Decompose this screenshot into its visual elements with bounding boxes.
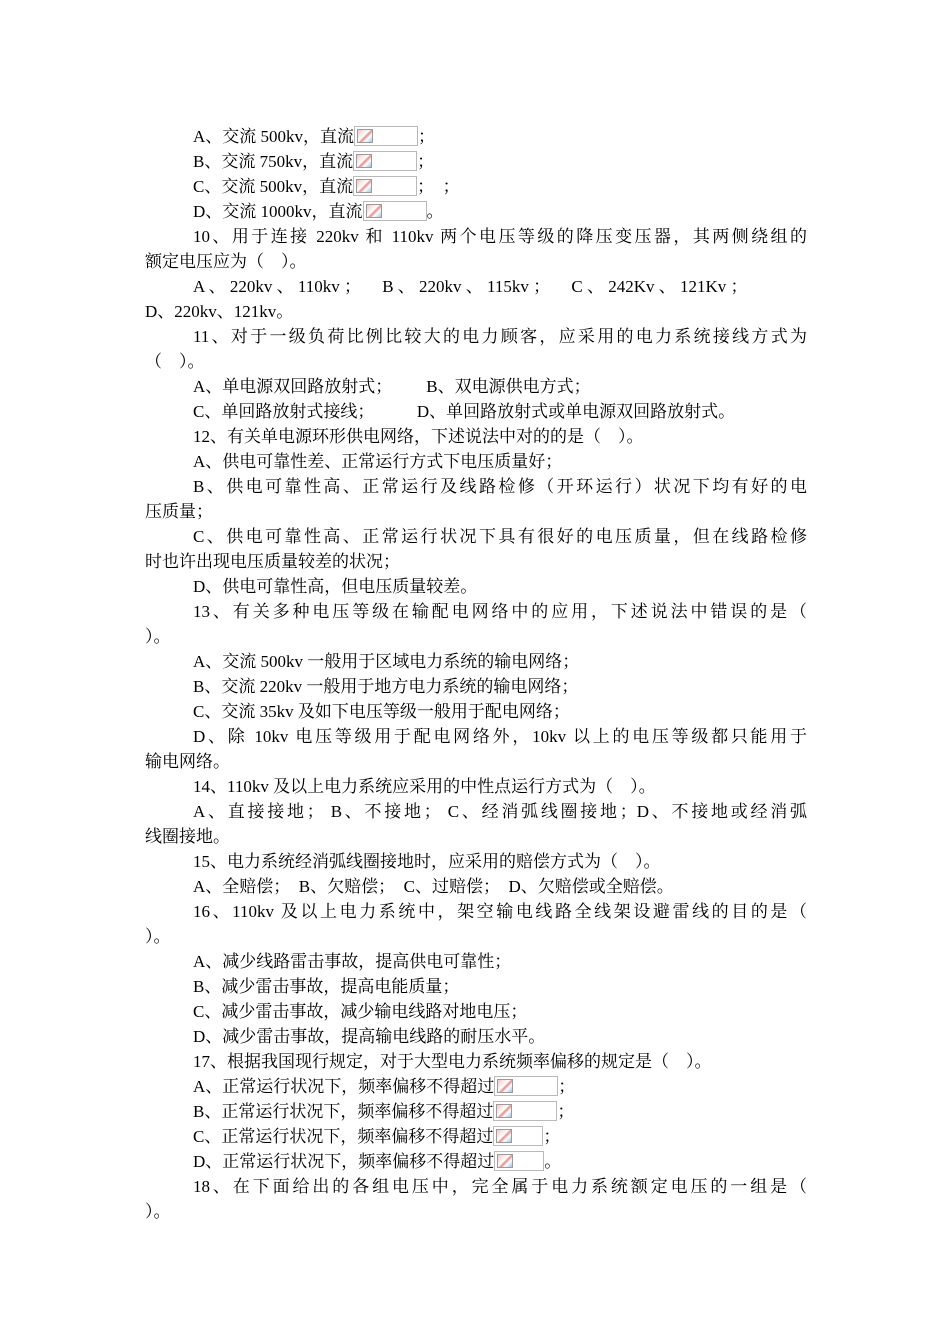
option-text: A、交流 500kv，直流 bbox=[193, 127, 355, 146]
question-line: 16、110kv 及以上电力系统中，架空输电线路全线架设避雷线的目的是（ bbox=[193, 902, 807, 921]
question-line: 额定电压应为（ ）。 bbox=[145, 252, 307, 271]
option-text: B、交流 750kv，直流 bbox=[193, 152, 354, 171]
question-line: 12、有关单电源环形供电网络，下述说法中对的的是（ ）。 bbox=[193, 427, 644, 446]
broken-image-icon bbox=[494, 1151, 544, 1171]
option-line: 压质量； bbox=[145, 502, 213, 521]
option-line: D、供电可靠性高，但电压质量较差。 bbox=[193, 577, 478, 596]
question-line: 15、电力系统经消弧线圈接地时，应采用的赔偿方式为（ ）。 bbox=[193, 852, 661, 871]
option-line: A、直接接地； B、不接地； C、经消弧线圈接地；D、不接地或经消弧 bbox=[193, 802, 807, 821]
option-line: A 、 220kv 、 110kv ； B 、 220kv 、 115kv ； C 、 242Kv 、 121Kv ； bbox=[193, 277, 748, 296]
option-line: A、单电源双回路放射式； B、双电源供电方式； bbox=[193, 377, 591, 396]
option-line: C、单回路放射式接线； D、单回路放射式或单电源双回路放射式。 bbox=[193, 402, 736, 421]
option-text: D、正常运行状况下，频率偏移不得超过 bbox=[193, 1152, 495, 1171]
option-line: B、交流 220kv 一般用于地方电力系统的输电网络； bbox=[193, 677, 579, 696]
question-line: 18、在下面给出的各组电压中，完全属于电力系统额定电压的一组是（ bbox=[193, 1177, 807, 1196]
option-line: C、交流 35kv 及如下电压等级一般用于配电网络； bbox=[193, 702, 570, 721]
question-line: ）。 bbox=[145, 627, 171, 646]
option-line bbox=[145, 199, 807, 224]
option-line bbox=[145, 124, 807, 149]
option-line bbox=[145, 1149, 807, 1174]
question-line: 10、用于连接 220kv 和 110kv 两个电压等级的降压变压器，其两侧绕组的 bbox=[193, 227, 807, 246]
option-line: D、220kv、121kv。 bbox=[145, 302, 294, 321]
option-suffix: ； bbox=[557, 1102, 575, 1121]
question-line: ）。 bbox=[145, 927, 171, 946]
option-text: A、正常运行状况下，频率偏移不得超过 bbox=[193, 1077, 495, 1096]
broken-image-icon bbox=[493, 1101, 557, 1121]
question-line: （ ）。 bbox=[145, 352, 205, 371]
option-line: A、减少线路雷击事故，提高供电可靠性； bbox=[193, 952, 512, 971]
option-text: D、交流 1000kv，直流 bbox=[193, 202, 363, 221]
broken-image-icon bbox=[363, 201, 427, 221]
option-line: D、除 10kv 电压等级用于配电网络外，10kv 以上的电压等级都只能用于 bbox=[193, 727, 807, 746]
question-line: 14、110kv 及以上电力系统应采用的中性点运行方式为（ ）。 bbox=[193, 777, 656, 796]
broken-image-icon bbox=[494, 1076, 558, 1096]
option-line: A、供电可靠性差、正常运行方式下电压质量好； bbox=[193, 452, 563, 471]
option-suffix: ； ； bbox=[417, 177, 460, 196]
option-suffix: 。 bbox=[426, 202, 444, 221]
broken-image-icon bbox=[353, 151, 417, 171]
option-line: A、全赔偿； B、欠赔偿； C、过赔偿； D、欠赔偿或全赔偿。 bbox=[193, 877, 674, 896]
option-line bbox=[145, 149, 807, 174]
option-text: C、交流 500kv，直流 bbox=[193, 177, 354, 196]
option-suffix: ； bbox=[417, 152, 435, 171]
question-line: 13、有关多种电压等级在输配电网络中的应用，下述说法中错误的是（ bbox=[193, 602, 807, 621]
broken-image-icon bbox=[353, 176, 417, 196]
question-line: 17、根据我国现行规定，对于大型电力系统频率偏移的规定是（ ）。 bbox=[193, 1052, 712, 1071]
option-line: 线圈接地。 bbox=[145, 827, 230, 846]
question-line: 11、对于一级负荷比例比较大的电力顾客，应采用的电力系统接线方式为 bbox=[193, 327, 807, 346]
option-line: 时也许出现电压质量较差的状况； bbox=[145, 552, 400, 571]
broken-image-icon bbox=[493, 1126, 543, 1146]
option-line: D、减少雷击事故，提高输电线路的耐压水平。 bbox=[193, 1027, 546, 1046]
option-line: B、减少雷击事故，提高电能质量； bbox=[193, 977, 460, 996]
option-line: C、减少雷击事故，减少输电线路对地电压； bbox=[193, 1002, 528, 1021]
option-line bbox=[145, 1074, 807, 1099]
option-text: C、正常运行状况下，频率偏移不得超过 bbox=[193, 1127, 494, 1146]
option-line: 输电网络。 bbox=[145, 752, 230, 771]
option-suffix: 。 bbox=[544, 1152, 562, 1171]
option-line bbox=[145, 1099, 807, 1124]
option-line bbox=[145, 174, 807, 199]
option-line: C、供电可靠性高、正常运行状况下具有很好的电压质量，但在线路检修 bbox=[193, 527, 807, 546]
option-line bbox=[145, 1124, 807, 1149]
option-suffix: ； bbox=[418, 127, 436, 146]
question-line: ）。 bbox=[145, 1202, 171, 1221]
broken-image-icon bbox=[354, 126, 418, 146]
option-suffix: ； bbox=[543, 1127, 561, 1146]
option-text: B、正常运行状况下，频率偏移不得超过 bbox=[193, 1102, 494, 1121]
option-suffix: ； bbox=[558, 1077, 576, 1096]
option-line: B、供电可靠性高、正常运行及线路检修（开环运行）状况下均有好的电 bbox=[193, 477, 807, 496]
option-line: A、交流 500kv 一般用于区域电力系统的输电网络； bbox=[193, 652, 580, 671]
